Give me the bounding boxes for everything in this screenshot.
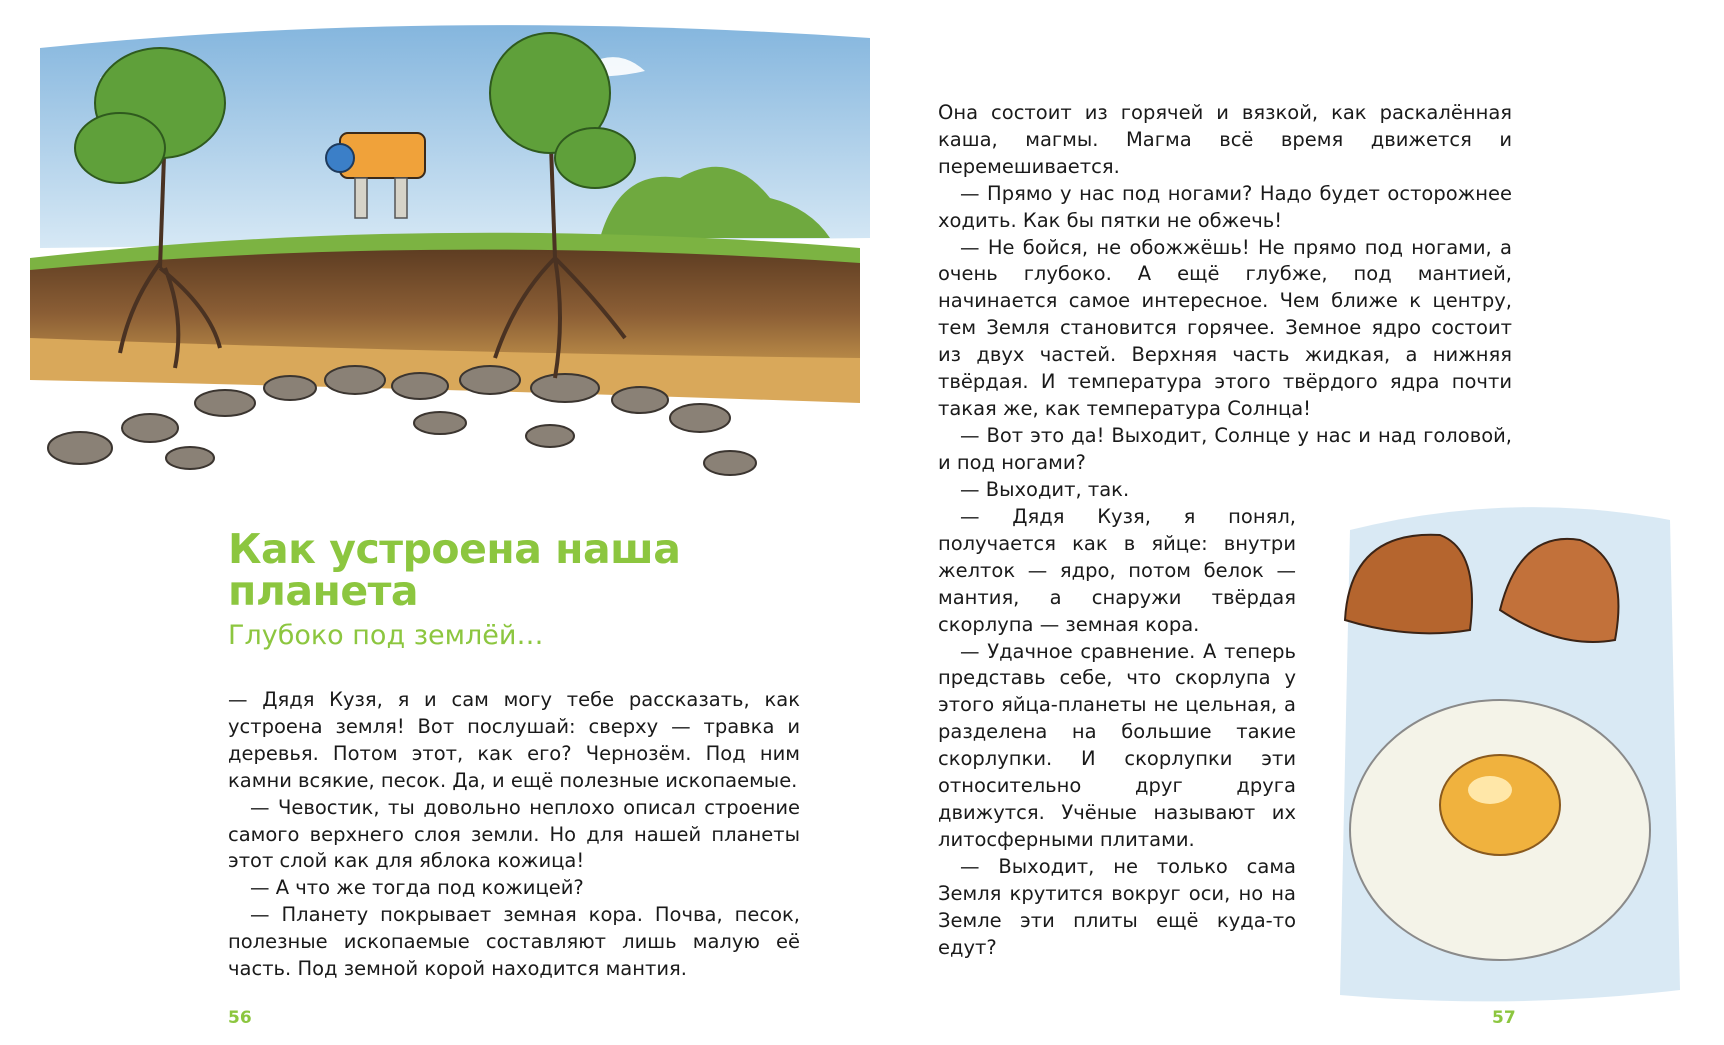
paragraph: Она состоит из горячей и вязкой, как раскалённая каша, магмы. Магма всё время движется и перемешивается. (938, 101, 1512, 178)
paragraph: — Не бойся, не обожжёшь! Не прямо под ногами, а очень глубоко. А ещё глубже, под мантией, начинается самое интересное. Чем ближе к центру, тем Земля становится горячее. Земное ядро состоит из двух частей. Верхняя часть жидкая, а нижняя твёрдая. И температура этого твёрдого ядра почти такая же, как температура Солнца! (938, 235, 1512, 420)
paragraph: — Выходит, не только сама Земля крутится вокруг оси, но на Земле эти плиты ещё куда-то едут? (938, 854, 1296, 959)
page-title: Как устроена наша планета (228, 525, 681, 615)
egg-yolk (1440, 755, 1560, 855)
page-number-right: 57 (1492, 1008, 1516, 1028)
paragraph: — Дядя Кузя, я понял, получается как в яйце: внутри желток — ядро, потом белок — мантия, а снаружи твёрдая скорлупа — земная кора. (938, 505, 1296, 636)
paragraph: — Прямо у нас под ногами? Надо будет осторожнее ходить. Как бы пятки не обжечь! (938, 181, 1512, 232)
page-number-left: 56 (228, 1008, 252, 1028)
right-text-column-top (938, 100, 1512, 504)
paragraph: — Удачное сравнение. А теперь представь себе, что скорлупа у этого яйца-планеты не цельная, а разделена на большие такие скорлупки. И скорлупки эти относительно друг друга движутся. Учёные называют их литосферными плитами. (938, 639, 1296, 851)
paragraph: — Выходит, так. (960, 477, 1130, 501)
soil-layers-illustration (10, 8, 880, 518)
paragraph: — А что же тогда под кожицей? (250, 876, 584, 900)
page-subtitle: Глубоко под землёй… (228, 620, 544, 651)
paragraph: — Дядя Кузя, я и сам могу тебе рассказать, как устроена земля! Вот послушай: сверху — травка и деревья. Потом этот, как его? Чернозём. Под ним камни всякие, песок. Да, и ещё полезные ископаемые. (228, 688, 800, 792)
egg-illustration (1330, 490, 1690, 1010)
paragraph: — Чевостик, ты довольно неплохо описал строение самого верхнего слоя земли. Но для нашей планеты этот слой как для яблока кожица! (228, 795, 800, 873)
left-text-column (228, 687, 800, 983)
right-text-column-bottom (938, 504, 1296, 961)
paragraph: — Вот это да! Выходит, Солнце у нас и над головой, и под ногами? (938, 423, 1512, 474)
paragraph: — Планету покрывает земная кора. Почва, песок, полезные ископаемые составляют лишь малую её часть. Под земной корой находится мантия. (228, 903, 800, 981)
